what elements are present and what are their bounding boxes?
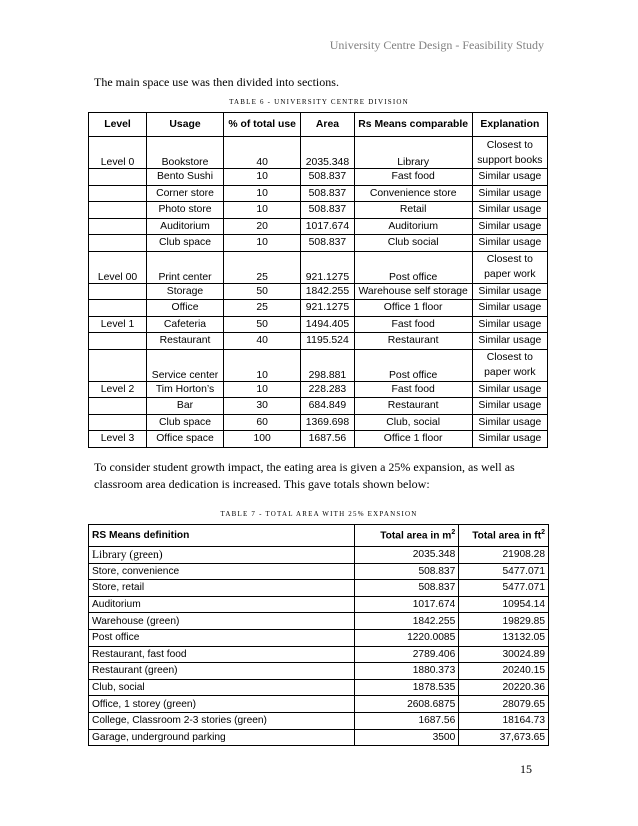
expansion-paragraph: To consider student growth impact, the eating area is given a 25% expansion, as well as classroom area dedication is increased. This gave totals shown below: bbox=[94, 460, 515, 491]
explanation-cell bbox=[472, 169, 547, 186]
area-cell: 1369.698 bbox=[301, 414, 354, 431]
area-m2-cell: 1687.56 bbox=[355, 712, 459, 729]
comparable-cell: Restaurant bbox=[354, 398, 472, 415]
area-m2-cell: 1842.255 bbox=[355, 613, 459, 630]
usage-cell: Auditorium bbox=[147, 218, 224, 235]
explanation-line: Similar usage bbox=[478, 187, 542, 199]
usage-cell: Service center bbox=[147, 349, 224, 381]
explanation-cell bbox=[472, 381, 547, 398]
level-cell: Level 3 bbox=[89, 431, 147, 448]
percent-cell: 100 bbox=[223, 431, 300, 448]
area-m2-cell: 1880.373 bbox=[355, 663, 459, 680]
percent-cell: 10 bbox=[223, 349, 300, 381]
explanation-line: Similar usage bbox=[478, 433, 542, 445]
explanation-line: Similar usage bbox=[478, 335, 542, 347]
col-header-ft2: Total area in $ft^2$ bbox=[459, 525, 549, 547]
level-cell bbox=[89, 283, 147, 300]
percent-cell: 40 bbox=[223, 333, 300, 350]
definition-cell: Office, 1 storey (green) bbox=[89, 696, 355, 713]
definition-cell: Restaurant (green) bbox=[89, 663, 355, 680]
usage-cell: Club space bbox=[147, 414, 224, 431]
table-row bbox=[89, 729, 549, 746]
page-number: 15 bbox=[520, 762, 532, 776]
explanation-cell bbox=[472, 283, 547, 300]
table-row bbox=[89, 431, 548, 448]
table-row bbox=[89, 663, 549, 680]
explanation-line: Closest to bbox=[486, 254, 533, 265]
area-cell: 1687.56 bbox=[301, 431, 354, 448]
comparable-cell: Convenience store bbox=[354, 185, 472, 202]
area-ft2-cell: 18164.73 bbox=[459, 712, 549, 729]
explanation-line: Similar usage bbox=[478, 318, 542, 330]
area-cell: 1017.674 bbox=[301, 218, 354, 235]
col-header: Usage bbox=[147, 113, 224, 137]
area-ft2-cell: 10954.14 bbox=[459, 596, 549, 613]
level-cell bbox=[89, 349, 147, 381]
explanation-cell bbox=[472, 185, 547, 202]
area-cell: 298.881 bbox=[301, 349, 354, 381]
explanation-line: paper work bbox=[484, 269, 536, 280]
percent-cell: 20 bbox=[223, 218, 300, 235]
area-ft2-cell: 21908.28 bbox=[459, 547, 549, 564]
table-row bbox=[89, 547, 549, 564]
table-row bbox=[89, 596, 549, 613]
area-cell: 921.1275 bbox=[301, 300, 354, 317]
university-centre-division-table bbox=[88, 112, 548, 448]
explanation-cell bbox=[472, 333, 547, 350]
level-cell bbox=[89, 414, 147, 431]
level-cell: Level 2 bbox=[89, 381, 147, 398]
definition-cell: Library (green) bbox=[89, 547, 355, 564]
explanation-cell bbox=[472, 251, 547, 283]
explanation-cell bbox=[472, 431, 547, 448]
usage-cell: Print center bbox=[147, 251, 224, 283]
area-ft2-cell: 30024.89 bbox=[459, 646, 549, 663]
percent-cell: 50 bbox=[223, 283, 300, 300]
col-header: Rs Means comparable bbox=[354, 113, 472, 137]
table-row bbox=[89, 646, 549, 663]
level-cell bbox=[89, 218, 147, 235]
table7-caption: TABLE 7 - TOTAL AREA WITH 25% EXPANSION bbox=[220, 510, 418, 518]
usage-cell: Office bbox=[147, 300, 224, 317]
explanation-cell bbox=[472, 316, 547, 333]
usage-cell: Club space bbox=[147, 235, 224, 252]
table-row bbox=[89, 712, 549, 729]
percent-cell: 40 bbox=[223, 137, 300, 169]
level-cell: Level 0 bbox=[89, 137, 147, 169]
definition-cell: College, Classroom 2-3 stories (green) bbox=[89, 712, 355, 729]
table-row bbox=[89, 235, 548, 252]
explanation-line: Similar usage bbox=[478, 416, 542, 428]
explanation-cell bbox=[472, 414, 547, 431]
comparable-cell: Office 1 floor bbox=[354, 431, 472, 448]
table-row bbox=[89, 316, 548, 333]
usage-cell: Cafeteria bbox=[147, 316, 224, 333]
table-row bbox=[89, 283, 548, 300]
explanation-line: Similar usage bbox=[478, 171, 542, 183]
explanation-line: Closest to bbox=[486, 139, 533, 151]
explanation-cell bbox=[472, 349, 547, 381]
area-m2-cell: 508.837 bbox=[355, 563, 459, 580]
area-ft2-cell: 5477.071 bbox=[459, 580, 549, 597]
area-ft2-cell: 20240.15 bbox=[459, 663, 549, 680]
explanation-line: Closest to bbox=[486, 352, 533, 363]
area-ft2-cell: 19829.85 bbox=[459, 613, 549, 630]
area-cell: 508.837 bbox=[301, 235, 354, 252]
comparable-cell: Auditorium bbox=[354, 218, 472, 235]
comparable-cell: Fast food bbox=[354, 169, 472, 186]
comparable-cell: Warehouse self storage bbox=[354, 283, 472, 300]
area-m2-cell: 3500 bbox=[355, 729, 459, 746]
level-cell bbox=[89, 169, 147, 186]
usage-cell: Bar bbox=[147, 398, 224, 415]
level-cell: Level 1 bbox=[89, 316, 147, 333]
comparable-cell: Post office bbox=[354, 349, 472, 381]
table-row bbox=[89, 398, 548, 415]
explanation-line: Similar usage bbox=[478, 302, 542, 314]
area-cell: 508.837 bbox=[301, 169, 354, 186]
definition-cell: Warehouse (green) bbox=[89, 613, 355, 630]
comparable-cell: Retail bbox=[354, 202, 472, 219]
table-row bbox=[89, 202, 548, 219]
area-ft2-cell: 20220.36 bbox=[459, 679, 549, 696]
percent-cell: 10 bbox=[223, 202, 300, 219]
table6-caption: TABLE 6 - UNIVERSITY CENTRE DIVISION bbox=[229, 98, 409, 106]
explanation-cell bbox=[472, 218, 547, 235]
area-cell: 1494.405 bbox=[301, 316, 354, 333]
explanation-cell bbox=[472, 300, 547, 317]
percent-cell: 10 bbox=[223, 235, 300, 252]
level-cell bbox=[89, 202, 147, 219]
table-row bbox=[89, 333, 548, 350]
usage-cell: Photo store bbox=[147, 202, 224, 219]
table-row bbox=[89, 696, 549, 713]
area-m2-cell: 1017.674 bbox=[355, 596, 459, 613]
area-cell: 508.837 bbox=[301, 202, 354, 219]
explanation-line: Similar usage bbox=[478, 400, 542, 412]
comparable-cell: Restaurant bbox=[354, 333, 472, 350]
level-cell bbox=[89, 300, 147, 317]
col-header: Level bbox=[89, 113, 147, 137]
usage-cell: Bento Sushi bbox=[147, 169, 224, 186]
explanation-line: Similar usage bbox=[478, 204, 542, 216]
definition-cell: Store, retail bbox=[89, 580, 355, 597]
table-row bbox=[89, 580, 549, 597]
area-ft2-cell: 13132.05 bbox=[459, 629, 549, 646]
table-row bbox=[89, 251, 548, 283]
table-row bbox=[89, 300, 548, 317]
explanation-cell bbox=[472, 137, 547, 169]
level-cell bbox=[89, 235, 147, 252]
table-row bbox=[89, 185, 548, 202]
explanation-line: Similar usage bbox=[478, 383, 542, 395]
definition-cell: Restaurant, fast food bbox=[89, 646, 355, 663]
col-header: % of total use bbox=[223, 113, 300, 137]
col-header-definition: RS Means definition bbox=[89, 525, 355, 547]
area-ft2-cell: 37,673.65 bbox=[459, 729, 549, 746]
area-m2-cell: 1878.535 bbox=[355, 679, 459, 696]
percent-cell: 10 bbox=[223, 381, 300, 398]
area-cell: 684.849 bbox=[301, 398, 354, 415]
level-cell bbox=[89, 398, 147, 415]
table-row bbox=[89, 381, 548, 398]
col-header: Area bbox=[301, 113, 354, 137]
table-row bbox=[89, 349, 548, 381]
table-row bbox=[89, 629, 549, 646]
area-cell: 1842.255 bbox=[301, 283, 354, 300]
usage-cell: Office space bbox=[147, 431, 224, 448]
area-cell: 508.837 bbox=[301, 185, 354, 202]
comparable-cell: Club, social bbox=[354, 414, 472, 431]
area-m2-cell: 2608.6875 bbox=[355, 696, 459, 713]
comparable-cell: Library bbox=[354, 137, 472, 169]
area-cell: 921.1275 bbox=[301, 251, 354, 283]
col-header: Explanation bbox=[472, 113, 547, 137]
explanation-line: Similar usage bbox=[478, 220, 542, 232]
definition-cell: Club, social bbox=[89, 679, 355, 696]
usage-cell: Corner store bbox=[147, 185, 224, 202]
level-cell: Level 00 bbox=[89, 251, 147, 283]
percent-cell: 50 bbox=[223, 316, 300, 333]
percent-cell: 10 bbox=[223, 169, 300, 186]
total-area-table bbox=[88, 524, 549, 746]
level-cell bbox=[89, 185, 147, 202]
area-ft2-cell: 28079.65 bbox=[459, 696, 549, 713]
table6-body bbox=[89, 137, 548, 448]
explanation-cell bbox=[472, 235, 547, 252]
comparable-cell: Fast food bbox=[354, 381, 472, 398]
percent-cell: 60 bbox=[223, 414, 300, 431]
area-m2-cell: 2789.406 bbox=[355, 646, 459, 663]
explanation-cell bbox=[472, 398, 547, 415]
usage-cell: Storage bbox=[147, 283, 224, 300]
area-m2-cell: 2035.348 bbox=[355, 547, 459, 564]
table-header-row bbox=[89, 525, 549, 547]
comparable-cell: Fast food bbox=[354, 316, 472, 333]
explanation-cell bbox=[472, 202, 547, 219]
percent-cell: 25 bbox=[223, 300, 300, 317]
table-row bbox=[89, 679, 549, 696]
comparable-cell: Office 1 floor bbox=[354, 300, 472, 317]
area-cell: 1195.524 bbox=[301, 333, 354, 350]
table-header-row bbox=[89, 113, 548, 137]
area-m2-cell: 1220.0085 bbox=[355, 629, 459, 646]
explanation-line: support books bbox=[477, 154, 543, 166]
comparable-cell: Post office bbox=[354, 251, 472, 283]
percent-cell: 10 bbox=[223, 185, 300, 202]
area-cell: 228.283 bbox=[301, 381, 354, 398]
usage-cell: Tim Horton’s bbox=[147, 381, 224, 398]
explanation-line: paper work bbox=[484, 367, 536, 378]
area-cell: 2035.348 bbox=[301, 137, 354, 169]
definition-cell: Garage, underground parking bbox=[89, 729, 355, 746]
percent-cell: 25 bbox=[223, 251, 300, 283]
comparable-cell: Club social bbox=[354, 235, 472, 252]
level-cell bbox=[89, 333, 147, 350]
definition-cell: Post office bbox=[89, 629, 355, 646]
table-row bbox=[89, 169, 548, 186]
usage-cell: Restaurant bbox=[147, 333, 224, 350]
col-header-m2: Total area in $m^2$ bbox=[355, 525, 459, 547]
area-ft2-cell: 5477.071 bbox=[459, 563, 549, 580]
usage-cell: Bookstore bbox=[147, 137, 224, 169]
explanation-line: Similar usage bbox=[478, 285, 542, 297]
percent-cell: 30 bbox=[223, 398, 300, 415]
table-row bbox=[89, 563, 549, 580]
table-row bbox=[89, 137, 548, 169]
table-row bbox=[89, 218, 548, 235]
running-header: University Centre Design - Feasibility Study bbox=[329, 38, 544, 52]
table7-body bbox=[89, 547, 549, 746]
definition-cell: Auditorium bbox=[89, 596, 355, 613]
definition-cell: Store, convenience bbox=[89, 563, 355, 580]
table-row bbox=[89, 414, 548, 431]
table-row bbox=[89, 613, 549, 630]
intro-paragraph: The main space use was then divided into sections. bbox=[94, 75, 339, 89]
explanation-line: Similar usage bbox=[478, 237, 542, 249]
area-m2-cell: 508.837 bbox=[355, 580, 459, 597]
